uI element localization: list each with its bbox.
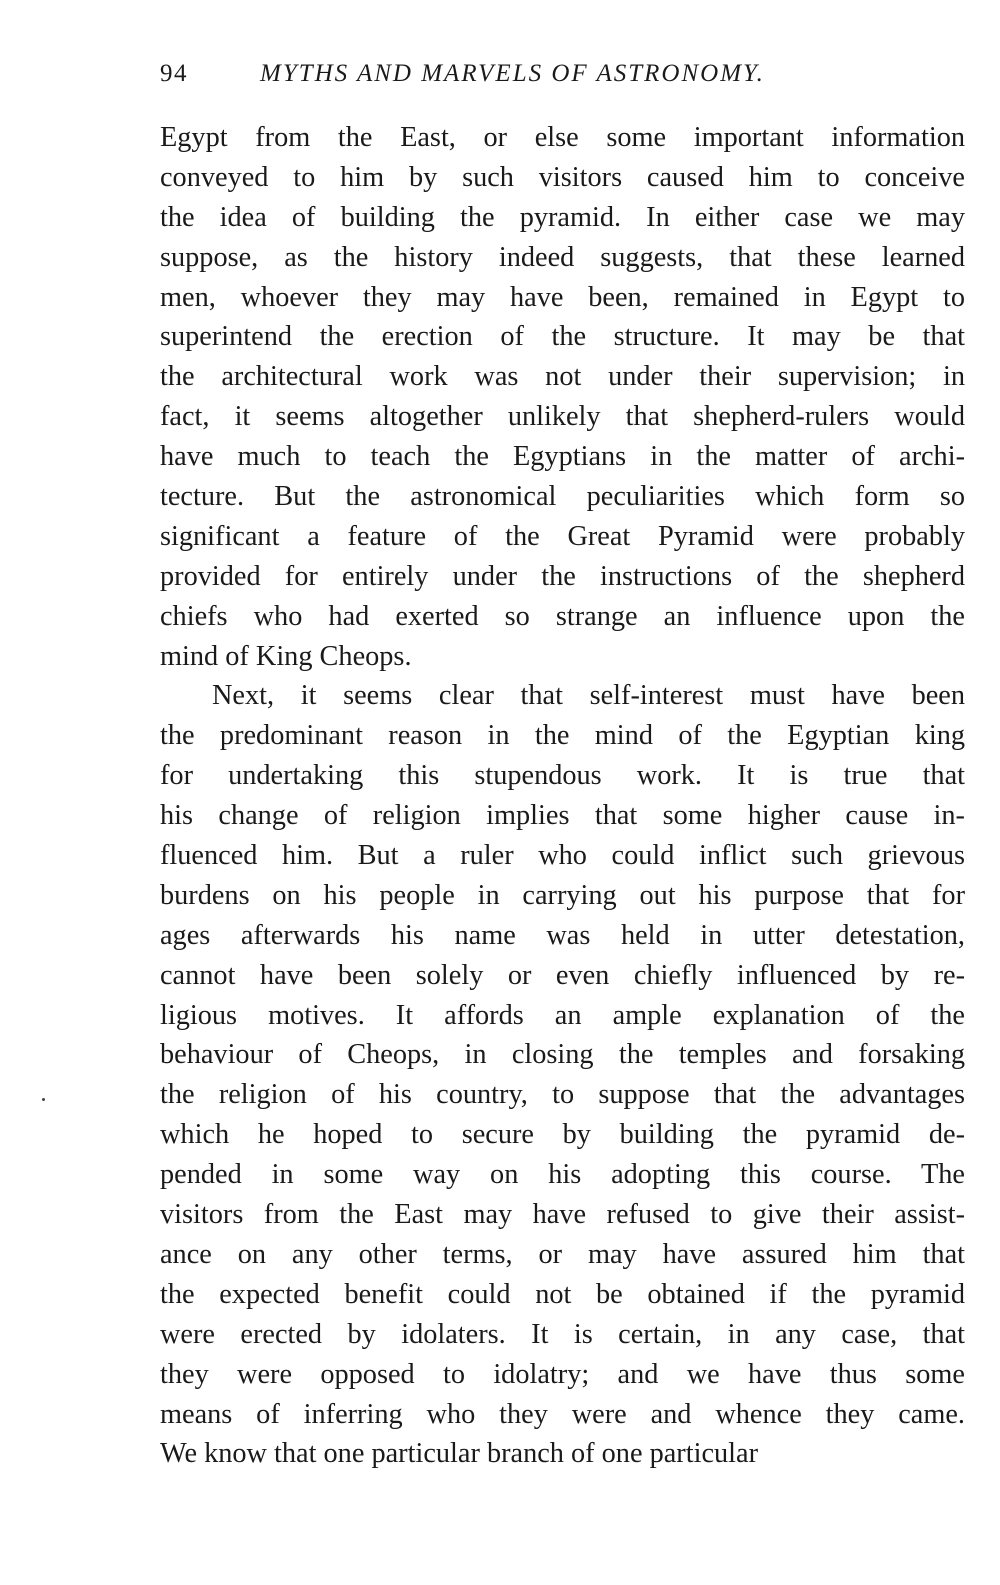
text-line: chiefs who had exerted so strange an influence upon the	[160, 600, 965, 632]
text-line: We know that one particular branch of one particular	[160, 1438, 758, 1470]
text-line: significant a feature of the Great Pyramid were probably	[160, 520, 965, 552]
book-title: MYTHS AND MARVELS OF ASTRONOMY.	[260, 60, 765, 87]
paragraph	[160, 676, 965, 1474]
text-line: suppose, as the history indeed suggests, that these learned	[160, 241, 965, 273]
text-line: the architectural work was not under their supervision; in	[160, 361, 965, 393]
text-line: the religion of his country, to suppose that the advantages	[160, 1079, 965, 1111]
text-line: tecture. But the astronomical peculiarities which form so	[160, 481, 965, 513]
text-line: ages afterwards his name was held in utter detestation,	[160, 919, 965, 951]
text-line: which he hoped to secure by building the pyramid de-	[160, 1119, 965, 1151]
scan-speck	[42, 1098, 45, 1101]
text-line: conveyed to him by such visitors caused him to conceive	[160, 161, 965, 193]
paragraph	[160, 118, 965, 676]
body-text	[160, 118, 965, 1474]
text-line: fluenced him. But a ruler who could inflict such grievous	[160, 840, 965, 872]
text-line: ance on any other terms, or may have assured him that	[160, 1238, 965, 1270]
text-line: for undertaking this stupendous work. It is true that	[160, 760, 965, 792]
text-line: the idea of building the pyramid. In either case we may	[160, 201, 965, 233]
text-line: ligious motives. It affords an ample explanation of the	[160, 999, 965, 1031]
text-line: they were opposed to idolatry; and we have thus some	[160, 1358, 965, 1390]
text-line: burdens on his people in carrying out his purpose that for	[160, 879, 965, 911]
text-line: his change of religion implies that some higher cause in-	[160, 800, 965, 832]
text-line: cannot have been solely or even chiefly influenced by re-	[160, 959, 965, 991]
text-line: superintend the erection of the structure. It may be that	[160, 321, 965, 353]
text-line: have much to teach the Egyptians in the matter of archi-	[160, 441, 965, 473]
text-line: means of inferring who they were and whence they came.	[160, 1398, 965, 1430]
text-line: mind of King Cheops.	[160, 640, 412, 672]
page-number: 94	[160, 60, 188, 87]
running-head	[160, 54, 965, 94]
text-line: fact, it seems altogether unlikely that shepherd-rulers would	[160, 401, 965, 433]
text-line: Egypt from the East, or else some important information	[160, 122, 965, 153]
text-line: provided for entirely under the instructions of the shepherd	[160, 560, 965, 592]
text-line: the expected benefit could not be obtained if the pyramid	[160, 1278, 965, 1310]
text-line: pended in some way on his adopting this course. The	[160, 1159, 965, 1191]
text-line: were erected by idolaters. It is certain, in any case, that	[160, 1318, 965, 1350]
text-line: men, whoever they may have been, remained in Egypt to	[160, 281, 965, 313]
text-line: the predominant reason in the mind of the Egyptian king	[160, 720, 965, 752]
text-line: Next, it seems clear that self-interest must have been	[212, 680, 965, 712]
text-line: visitors from the East may have refused to give their assist-	[160, 1199, 965, 1231]
text-line: behaviour of Cheops, in closing the temples and forsaking	[160, 1039, 965, 1071]
